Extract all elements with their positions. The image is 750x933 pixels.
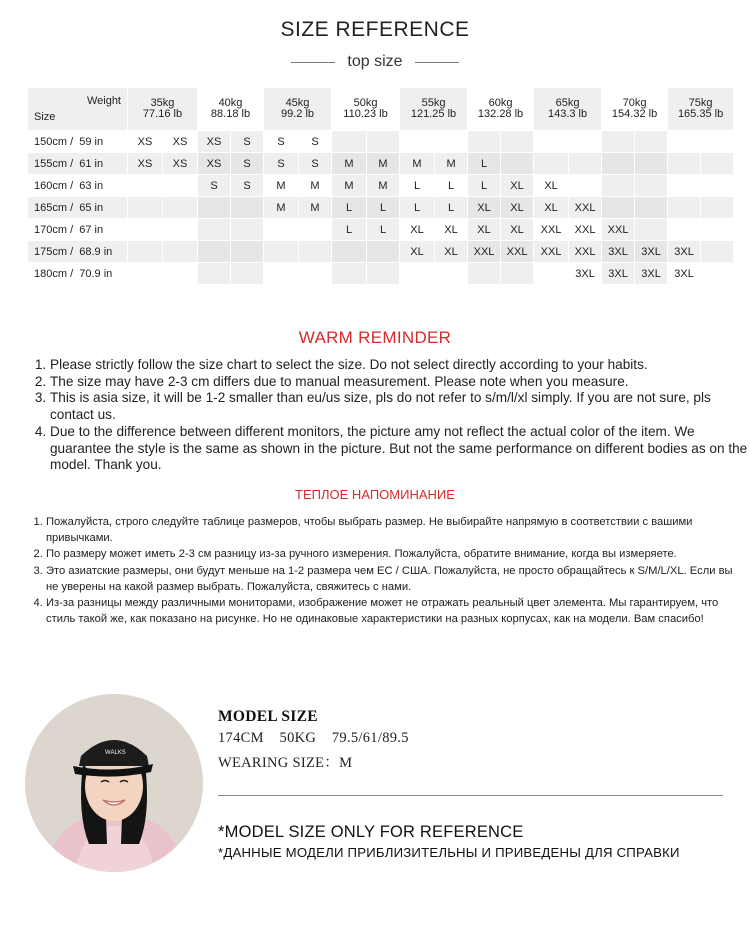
weight-header-cell: 75kg 165.35 lb — [668, 88, 734, 131]
size-cell — [299, 241, 332, 263]
size-cell: L — [367, 197, 400, 219]
size-cell — [468, 263, 501, 285]
table-row — [28, 263, 734, 285]
table-corner — [28, 88, 128, 131]
table-row — [28, 241, 734, 263]
size-cell — [668, 175, 701, 197]
size-cell — [198, 219, 231, 241]
size-cell — [635, 131, 668, 153]
list-item: 4. Из-за разницы между различными мониторами, изображение может не отражать реальный цвет элемента. Мы гарантируем, что стиль такой же, как показано на рисунке. Но не одинаковые характеристики на разных корпусах, как на модели. Вам спасибо! — [46, 595, 746, 627]
size-cell: XL — [501, 197, 534, 219]
size-cell — [163, 263, 198, 285]
size-cell: XXL — [569, 219, 602, 241]
table-row — [28, 219, 734, 241]
warm-reminder-list — [34, 357, 750, 474]
height-label: 170cm / 67 in — [28, 219, 128, 241]
size-cell: 3XL — [668, 241, 701, 263]
list-item: 1. Пожалуйста, строго следуйте таблице размеров, чтобы выбрать размер. Не выбирайте напрямую в соответствии с вашими привычками. — [46, 514, 746, 546]
size-cell: L — [400, 175, 435, 197]
size-cell: 3XL — [635, 263, 668, 285]
size-cell: S — [299, 131, 332, 153]
size-cell: XS — [128, 153, 163, 175]
size-cell: S — [264, 153, 299, 175]
table-row — [28, 153, 734, 175]
size-cell — [163, 175, 198, 197]
size-cell: 3XL — [668, 263, 701, 285]
size-cell: S — [231, 131, 264, 153]
weight-header-cell: 50kg 110.23 lb — [332, 88, 400, 131]
size-cell — [264, 219, 299, 241]
size-cell — [128, 175, 163, 197]
size-cell — [501, 153, 534, 175]
model-photo — [25, 694, 203, 872]
size-cell — [198, 197, 231, 219]
size-cell: M — [367, 175, 400, 197]
size-cell: 3XL — [602, 241, 635, 263]
size-cell — [231, 241, 264, 263]
size-cell: XXL — [534, 241, 569, 263]
size-cell — [367, 241, 400, 263]
list-item: 2. The size may have 2-3 cm differs due to manual measurement. Please note when you measure. — [50, 374, 750, 391]
size-cell: M — [400, 153, 435, 175]
size-cell: XXL — [468, 241, 501, 263]
table-row — [28, 197, 734, 219]
size-cell — [435, 263, 468, 285]
model-size-title: MODEL SIZE — [218, 708, 318, 725]
size-cell — [299, 263, 332, 285]
size-cell — [163, 241, 198, 263]
size-cell: XL — [468, 219, 501, 241]
page-title: SIZE REFERENCE — [280, 18, 470, 41]
size-cell — [501, 131, 534, 153]
height-label: 150cm / 59 in — [28, 131, 128, 153]
divider — [218, 795, 723, 796]
size-cell: S — [198, 175, 231, 197]
size-cell — [332, 263, 367, 285]
size-cell: M — [332, 153, 367, 175]
size-cell: XL — [400, 219, 435, 241]
model-info — [218, 708, 409, 772]
size-cell — [701, 175, 734, 197]
model-note-en: *MODEL SIZE ONLY FOR REFERENCE — [218, 823, 524, 841]
size-cell — [367, 131, 400, 153]
size-cell — [534, 153, 569, 175]
size-cell — [602, 131, 635, 153]
list-item: 4. Due to the difference between different monitors, the picture amy not reflect the actual color of the item. We guarantee the style is the same as shown in the picture. But not the same performance on different bodies as on the model. Thank you. — [50, 424, 750, 474]
size-cell — [198, 241, 231, 263]
list-item: 3. Это азиатские размеры, они будут меньше на 1-2 размера чем ЕС / США. Пожалуйста, не просто обращайтесь к S/M/L/XL. Если вы не уверены на какой размер выбрать. Пожалуйста, свяжитесь с нами. — [46, 563, 746, 595]
weight-header-cell: 40kg 88.18 lb — [198, 88, 264, 131]
size-cell: 3XL — [569, 263, 602, 285]
size-cell — [701, 219, 734, 241]
height-label: 155cm / 61 in — [28, 153, 128, 175]
height-label: 180cm / 70.9 in — [28, 263, 128, 285]
size-cell — [534, 131, 569, 153]
size-cell: XL — [468, 197, 501, 219]
size-cell — [602, 197, 635, 219]
size-cell — [400, 131, 435, 153]
weight-header-cell: 60kg 132.28 lb — [468, 88, 534, 131]
size-cell — [332, 241, 367, 263]
cap-logo: WALKS — [105, 750, 126, 756]
size-cell: M — [299, 197, 332, 219]
size-cell — [198, 263, 231, 285]
table-row — [28, 175, 734, 197]
size-cell — [668, 153, 701, 175]
warm-reminder-title: WARM REMINDER — [298, 328, 452, 347]
size-cell: XL — [501, 219, 534, 241]
size-cell: M — [367, 153, 400, 175]
size-cell: S — [299, 153, 332, 175]
subtitle-row — [0, 52, 750, 72]
size-cell — [264, 241, 299, 263]
height-label: 160cm / 63 in — [28, 175, 128, 197]
weight-header-row — [28, 88, 734, 131]
list-item: 2. По размеру может иметь 2-3 см разницу из-за ручного измерения. Пожалуйста, обратите внимание, когда вы измеряете. — [46, 546, 746, 562]
size-cell — [569, 153, 602, 175]
size-cell — [569, 175, 602, 197]
size-cell — [701, 241, 734, 263]
size-cell — [128, 241, 163, 263]
weight-header-cell: 70kg 154.32 lb — [602, 88, 668, 131]
subtitle: top size — [347, 53, 403, 70]
size-cell: L — [332, 197, 367, 219]
size-cell — [635, 153, 668, 175]
size-cell: XL — [534, 197, 569, 219]
size-cell: XXL — [534, 219, 569, 241]
size-cell — [701, 197, 734, 219]
size-cell — [602, 153, 635, 175]
list-item: 3. This is asia size, it will be 1-2 smaller than eu/us size, pls do not refer to s/m/l/xl simply. If you are not sure, pls contact us. — [50, 390, 750, 423]
weight-header-cell: 65kg 143.3 lb — [534, 88, 602, 131]
model-measurements: 174CM 50KG 79.5/61/89.5 — [218, 730, 409, 746]
size-cell: M — [264, 197, 299, 219]
model-note-ru: *ДАННЫЕ МОДЕЛИ ПРИБЛИЗИТЕЛЬНЫ И ПРИВЕДЕНЫ ДЛЯ СПРАВКИ — [218, 845, 680, 860]
ru-reminder-list — [30, 514, 746, 627]
size-cell — [501, 263, 534, 285]
size-cell: XS — [163, 153, 198, 175]
size-cell — [701, 153, 734, 175]
size-header-label: Size — [34, 111, 56, 123]
size-cell: XS — [163, 131, 198, 153]
weight-header-cell: 55kg 121.25 lb — [400, 88, 468, 131]
size-cell — [367, 263, 400, 285]
size-cell — [231, 197, 264, 219]
height-label: 165cm / 65 in — [28, 197, 128, 219]
size-cell: L — [332, 219, 367, 241]
size-cell — [668, 219, 701, 241]
size-cell: XL — [400, 241, 435, 263]
size-cell — [468, 131, 501, 153]
size-cell — [668, 131, 701, 153]
size-cell — [400, 263, 435, 285]
size-cell: XXL — [569, 197, 602, 219]
size-cell: M — [264, 175, 299, 197]
size-cell: XXL — [602, 219, 635, 241]
size-cell: S — [264, 131, 299, 153]
size-cell — [299, 219, 332, 241]
model-illustration — [25, 694, 203, 872]
size-cell: 3XL — [602, 263, 635, 285]
size-cell — [332, 131, 367, 153]
size-cell: XL — [435, 219, 468, 241]
size-cell — [635, 197, 668, 219]
size-cell: L — [435, 197, 468, 219]
size-cell: L — [400, 197, 435, 219]
weight-header-label: Weight — [86, 95, 121, 107]
list-item: 1. Please strictly follow the size chart to select the size. Do not select directly according to your habits. — [50, 357, 750, 374]
size-cell — [264, 263, 299, 285]
size-cell: 3XL — [635, 241, 668, 263]
size-cell: L — [468, 153, 501, 175]
size-chart-table — [27, 87, 734, 285]
size-cell — [231, 263, 264, 285]
size-cell: XL — [501, 175, 534, 197]
size-cell — [128, 197, 163, 219]
ru-reminder-title: ТЕПЛОЕ НАПОМИНАНИЕ — [295, 487, 455, 502]
size-cell: XL — [534, 175, 569, 197]
size-cell — [701, 263, 734, 285]
size-cell — [163, 197, 198, 219]
size-cell — [668, 197, 701, 219]
size-cell — [128, 219, 163, 241]
weight-header-cell: 45kg 99.2 lb — [264, 88, 332, 131]
size-cell: M — [435, 153, 468, 175]
size-cell: M — [299, 175, 332, 197]
size-cell: M — [332, 175, 367, 197]
model-wearing-size: WEARING SIZE：M — [218, 755, 353, 771]
size-cell: XXL — [501, 241, 534, 263]
size-cell: L — [435, 175, 468, 197]
size-cell: L — [468, 175, 501, 197]
size-cell — [534, 263, 569, 285]
size-cell: XS — [198, 153, 231, 175]
size-cell — [635, 219, 668, 241]
size-cell — [602, 175, 635, 197]
table-row — [28, 131, 734, 153]
size-cell: S — [231, 175, 264, 197]
size-cell: XS — [198, 131, 231, 153]
size-cell: L — [367, 219, 400, 241]
size-cell: XL — [435, 241, 468, 263]
size-cell: XS — [128, 131, 163, 153]
size-cell — [128, 263, 163, 285]
subtitle-right-rule — [415, 62, 459, 63]
height-label: 175cm / 68.9 in — [28, 241, 128, 263]
subtitle-left-rule — [291, 62, 335, 63]
size-cell — [635, 175, 668, 197]
size-cell — [701, 131, 734, 153]
size-cell: S — [231, 153, 264, 175]
size-cell: XXL — [569, 241, 602, 263]
size-cell — [569, 131, 602, 153]
size-cell — [163, 219, 198, 241]
size-cell — [435, 131, 468, 153]
size-cell — [231, 219, 264, 241]
weight-header-cell: 35kg 77.16 lb — [128, 88, 198, 131]
